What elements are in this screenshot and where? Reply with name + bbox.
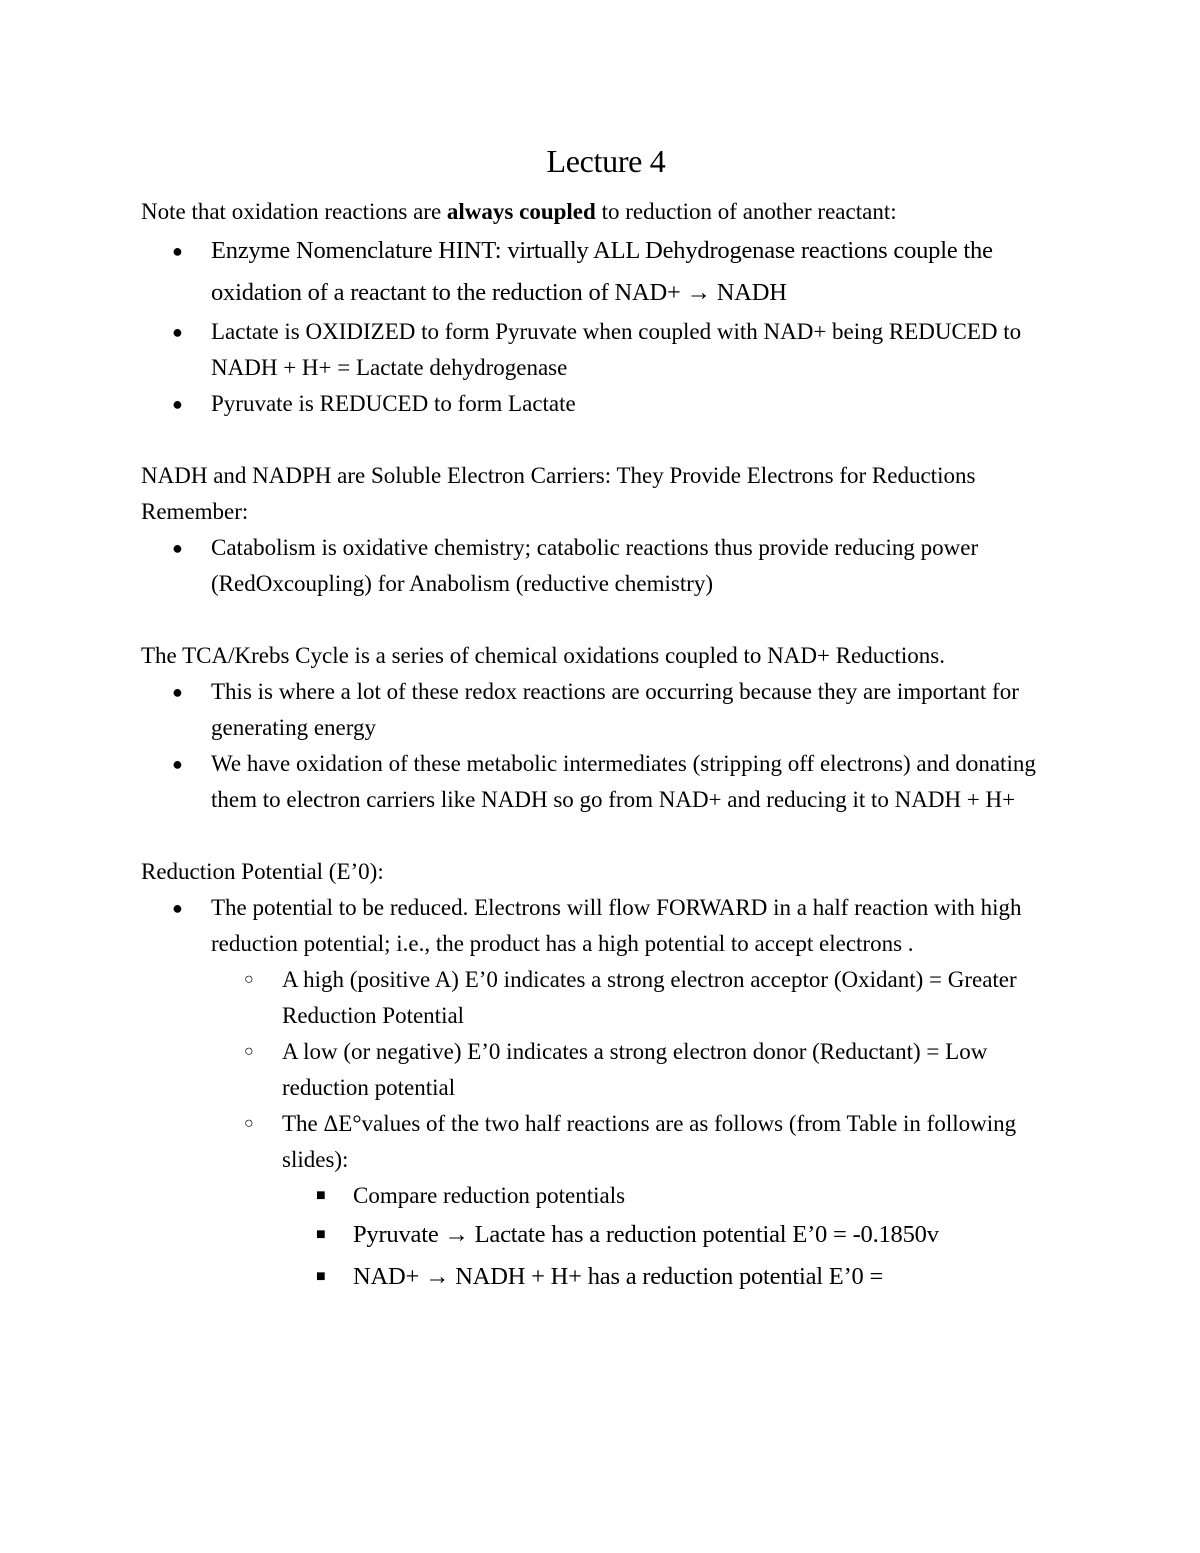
bullet-square-icon: ■ <box>316 1268 326 1285</box>
bullet-square-icon: ■ <box>316 1187 326 1204</box>
list-item-text: We have oxidation of these metabolic intermediates (stripping off electrons) and donating them to electron carriers like NADH so go from NAD+ and reducing it to NADH + H+ <box>211 751 1036 812</box>
reduction-heading: Reduction Potential (E’0): <box>141 859 384 884</box>
bullet-square-icon: ■ <box>316 1226 326 1243</box>
page-title: Lecture 4 <box>546 143 666 179</box>
list-item <box>141 1178 1071 1214</box>
list-item-text: Pyruvate is REDUCED to form Lactate <box>211 391 576 416</box>
list-item <box>141 1034 1071 1106</box>
list-item-text: A low (or negative) E’0 indicates a strong electron donor (Reductant) = Low reduction potential <box>282 1039 988 1100</box>
list-item-text: Compare reduction potentials <box>353 1183 626 1208</box>
list-item-text: Lactate is OXIDIZED to form Pyruvate when coupled with NAD+ being REDUCED to NADH + H+ = Lactate dehydrogenase <box>211 319 1022 380</box>
reduction-bullet-list <box>141 890 1071 962</box>
list-item-text: Pyruvate → Lactate has a reduction potential E’0 = -0.1850v <box>353 1221 939 1248</box>
intro-text-before: Note that oxidation reactions are <box>141 199 447 224</box>
bullet-disc-icon: ● <box>172 754 183 774</box>
carriers-heading: NADH and NADPH are Soluble Electron Carriers: They Provide Electrons for Reductions Remember: <box>141 463 976 524</box>
list-item <box>141 386 1071 422</box>
intro-text-after: to reduction of another reactant: <box>595 199 897 224</box>
list-item <box>141 674 1071 746</box>
intro-paragraph <box>141 194 1071 230</box>
bullet-disc-icon: ● <box>172 682 183 702</box>
reduction-sub-sub-bullet-list <box>141 1178 1071 1298</box>
tca-heading: The TCA/Krebs Cycle is a series of chemical oxidations coupled to NAD+ Reductions. <box>141 643 945 668</box>
list-item <box>141 746 1071 818</box>
list-item <box>141 314 1071 386</box>
list-item-text: The ΔE°values of the two half reactions are as follows (from Table in following slides): <box>282 1111 1017 1172</box>
list-item-text: This is where a lot of these redox reactions are occurring because they are important for generating energy <box>211 679 1019 740</box>
bullet-disc-icon: ● <box>172 898 183 918</box>
list-item <box>141 230 1071 314</box>
list-item-text: NAD+ → NADH + H+ has a reduction potential E’0 = <box>353 1263 884 1290</box>
list-item-text: A high (positive A) E’0 indicates a strong electron acceptor (Oxidant) = Greater Reduction Potential <box>282 967 1017 1028</box>
intro-bullet-list <box>141 230 1071 422</box>
list-item-text: The potential to be reduced. Electrons will flow FORWARD in a half reaction with high reduction potential; i.e., the product has a high potential to accept electrons . <box>211 895 1022 956</box>
bullet-disc-icon: ● <box>172 394 183 414</box>
bullet-disc-icon: ● <box>172 241 183 261</box>
bullet-disc-icon: ● <box>172 322 183 342</box>
list-item <box>141 1106 1071 1178</box>
bullet-disc-icon: ● <box>172 538 183 558</box>
carriers-bullet-list <box>141 530 1071 602</box>
tca-bullet-list <box>141 674 1071 818</box>
bullet-circle-icon: ○ <box>244 971 254 988</box>
intro-text-bold: always coupled <box>446 199 596 224</box>
document-page <box>141 140 1071 1298</box>
list-item <box>141 1256 1071 1298</box>
list-item-text: Catabolism is oxidative chemistry; catabolic reactions thus provide reducing power (RedOxcoupling) for Anabolism (reductive chemistry) <box>211 535 979 596</box>
bullet-circle-icon: ○ <box>244 1043 254 1060</box>
list-item-text: Enzyme Nomenclature HINT: virtually ALL Dehydrogenase reactions couple the oxidation of a reactant to the reduction of NAD+ → NADH <box>211 237 993 306</box>
list-item <box>141 530 1071 602</box>
list-item <box>141 1214 1071 1256</box>
list-item <box>141 962 1071 1034</box>
list-item <box>141 890 1071 962</box>
bullet-circle-icon: ○ <box>244 1115 254 1132</box>
reduction-sub-bullet-list <box>141 962 1071 1178</box>
